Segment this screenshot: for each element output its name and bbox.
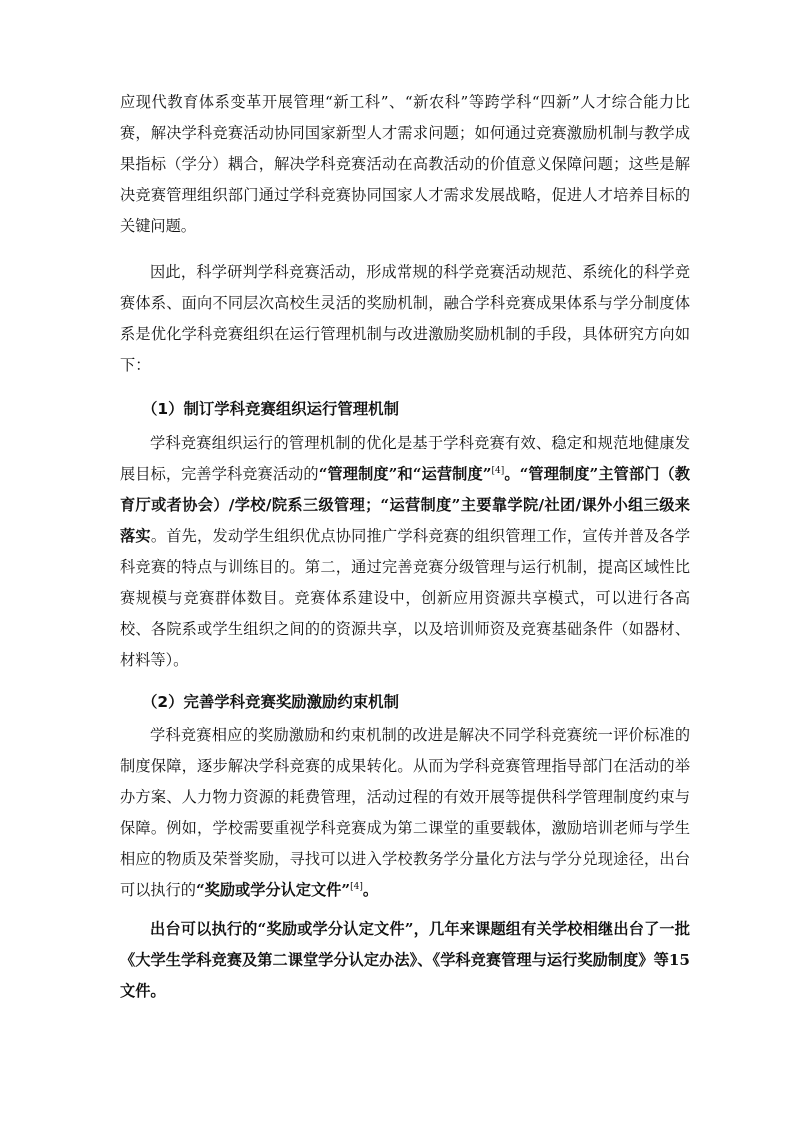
paragraph-1: 应现代教育体系变革开展管理“新工科”、“新农科”等跨学科“四新”人才综合能力比赛，解决学科竞赛活动协同国家新型人才需求问题；如何通过竞赛激励机制与教学成果指标（学分）耦合，解决学科竞赛活动在高教活动的价值意义保障问题；这些是解决竞赛管理组织部门通过学科竞赛协同国家人才需求发展战略，促进人才培养目标的关键问题。 <box>120 93 690 235</box>
section-heading-1: （1）制订学科竞赛组织运行管理机制 <box>142 400 399 418</box>
citation-ref: [4] <box>491 465 505 476</box>
section-heading-2: （2）完善学科竞赛奖励激励约束机制 <box>142 693 399 711</box>
paragraph-3-text-1: 学科竞赛组织运行的管理机制的优化是基于学科竞赛有效、稳定和规范地健康发展目标，完善学科竞赛活动的 <box>120 434 690 483</box>
document-page <box>120 0 690 1122</box>
paragraph-4-text-1: 学科竞赛相应的奖励激励和约束机制的改进是解决不同学科竞赛统一评价标准的制度保障，逐步解决学科竞赛的成果转化。从而为学科竞赛管理指导部门在活动的举办方案、人力物力资源的耗费管理，活动过程的有效开展等提供科学管理制度约束与保障。例如，学校需要重视学科竞赛成为第二课堂的重要载体，激励培训老师与学生相应的物质及荣誉奖励，寻找可以进入学校教务学分量化方法与学分兑现途径，出台可以执行的 <box>120 726 690 899</box>
citation-ref: [4] <box>350 881 363 892</box>
paragraph-3-text-2: 。首先，发动学生组织优点协同推广学科竞赛的组织管理工作，宣传并普及各学科竞赛的特点与训练目的。第二，通过完善竞赛分级管理与运行机制，提高区域性比赛规模与竞赛群体数目。竞赛体系建设中，创新应用资源共享模式，可以进行各高校、各院系或学生组织之间的的资源共享，以及培训师资及竞赛基础条件（如器材、材料等）。 <box>120 527 691 669</box>
paragraph-4-bold: “奖励或学分认定文件” <box>195 881 351 899</box>
paragraph-3 <box>120 428 690 676</box>
paragraph-4-text-2: 。 <box>362 881 379 899</box>
paragraph-2: 因此，科学研判学科竞赛活动，形成常规的科学竞赛活动规范、系统化的科学竞赛体系、面向不同层次高校生灵活的奖励机制，融合学科竞赛成果体系与学分制度体系是优化学科竞赛组织在运行管理机制与改进激励奖励机制的手段，具体研究方向如下： <box>120 263 690 374</box>
paragraph-4 <box>120 720 690 906</box>
paragraph-5: 出台可以执行的“奖励或学分认定文件”，几年来课题组有关学校相继出台了一批《大学生学科竞赛及第二课堂学分认定办法》、《学科竞赛管理与运行奖励制度》等15文件。 <box>120 920 690 1000</box>
paragraph-3-bold-2: 。“管理制度”主管部门（教育厅或者协会）/学校/院系三级管理；“运营制度”主要靠学院/社团/课外小组三级来落实 <box>120 465 690 545</box>
paragraph-3-bold-1: “管理制度”和“运营制度” <box>318 465 492 483</box>
